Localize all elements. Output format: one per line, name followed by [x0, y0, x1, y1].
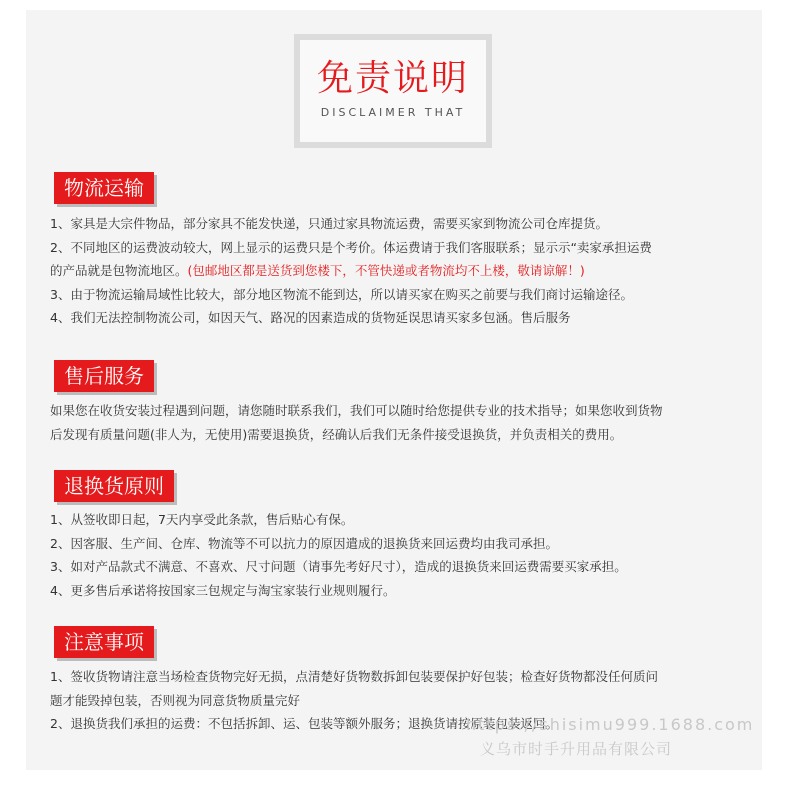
- list-item: 3、如对产品款式不满意、不喜欢、尺寸问题（请事先考好尺寸），造成的退换货来回运费需要买家承担。: [50, 559, 627, 574]
- page-title: 免责说明: [316, 58, 469, 99]
- section-heading-logistics: 物流运输: [54, 172, 154, 204]
- page-subtitle: DISCLAIMER THAT: [320, 106, 466, 119]
- watermark-url: https://shisimu999.1688.com: [466, 715, 755, 734]
- list-item: 4、更多售后承诺将按国家三包规定与淘宝家装行业规则履行。: [50, 582, 396, 598]
- list-item: 1、签收货物请注意当场检查货物完好无损，点清楚好货物数拆卸包装要保护好包装；检查好货物都没任何质问: [50, 669, 658, 684]
- title-box: [294, 34, 492, 148]
- paragraph-line: 如果您在收货安装过程遇到问题，请您随时联系我们，我们可以随时给您提供专业的技术指导；如果您收到货物: [50, 403, 663, 418]
- list-item: 2、退换货我们承担的运费：不包括拆卸、运、包装等额外服务；退换货请按原装包装返回。: [50, 716, 558, 731]
- disclaimer-page: [26, 10, 762, 770]
- list-item-continued: [50, 259, 762, 283]
- text-plain: 的产品就是包物流地区。: [50, 263, 188, 278]
- section-body-after-sales: [50, 399, 762, 446]
- paragraph-line: 后发现有质量问题(非人为，无使用)需要退换货，经确认后我们无条件接受退换货，并负责相关的费用。: [50, 426, 623, 442]
- free-shipping-note: (包邮地区都是送货到您楼下，不管快递或者物流均不上楼，敬请谅解！): [187, 263, 585, 278]
- list-item: 1、从签收即日起，7天内享受此条款，售后贴心有保。: [50, 512, 354, 527]
- section-heading-return-policy: 退换货原则: [54, 470, 174, 502]
- section-heading-notes: 注意事项: [54, 626, 154, 658]
- list-item: 2、不同地区的运费波动较大，网上显示的运费只是个考价。体运费请于我们客服联系；显示示“卖家承担运费: [50, 239, 652, 255]
- list-item: 2、因客服、生产间、仓库、物流等不可以抗力的原因遣成的退换货来回运费均由我司承担。: [50, 535, 558, 551]
- list-item: 1、家具是大宗件物品，部分家具不能发快递，只通过家具物流运费，需要买家到物流公司仓库提货。: [50, 216, 608, 231]
- section-body-return-policy: [50, 508, 762, 602]
- list-item: 3、由于物流运输局域性比较大，部分地区物流不能到达，所以请买家在购买之前要与我们商讨运输途径。: [50, 286, 633, 302]
- watermark-company: 义乌市时手升用品有限公司: [480, 740, 673, 758]
- list-item: 4、我们无法控制物流公司，如因天气、路况的因素造成的货物延误思请买家多包涵。售后服务: [50, 310, 571, 325]
- section-body-logistics: [50, 212, 762, 330]
- list-item-continued: 题才能毁掉包装，否则视为同意货物质量完好: [50, 692, 301, 708]
- section-heading-after-sales: 售后服务: [54, 360, 154, 392]
